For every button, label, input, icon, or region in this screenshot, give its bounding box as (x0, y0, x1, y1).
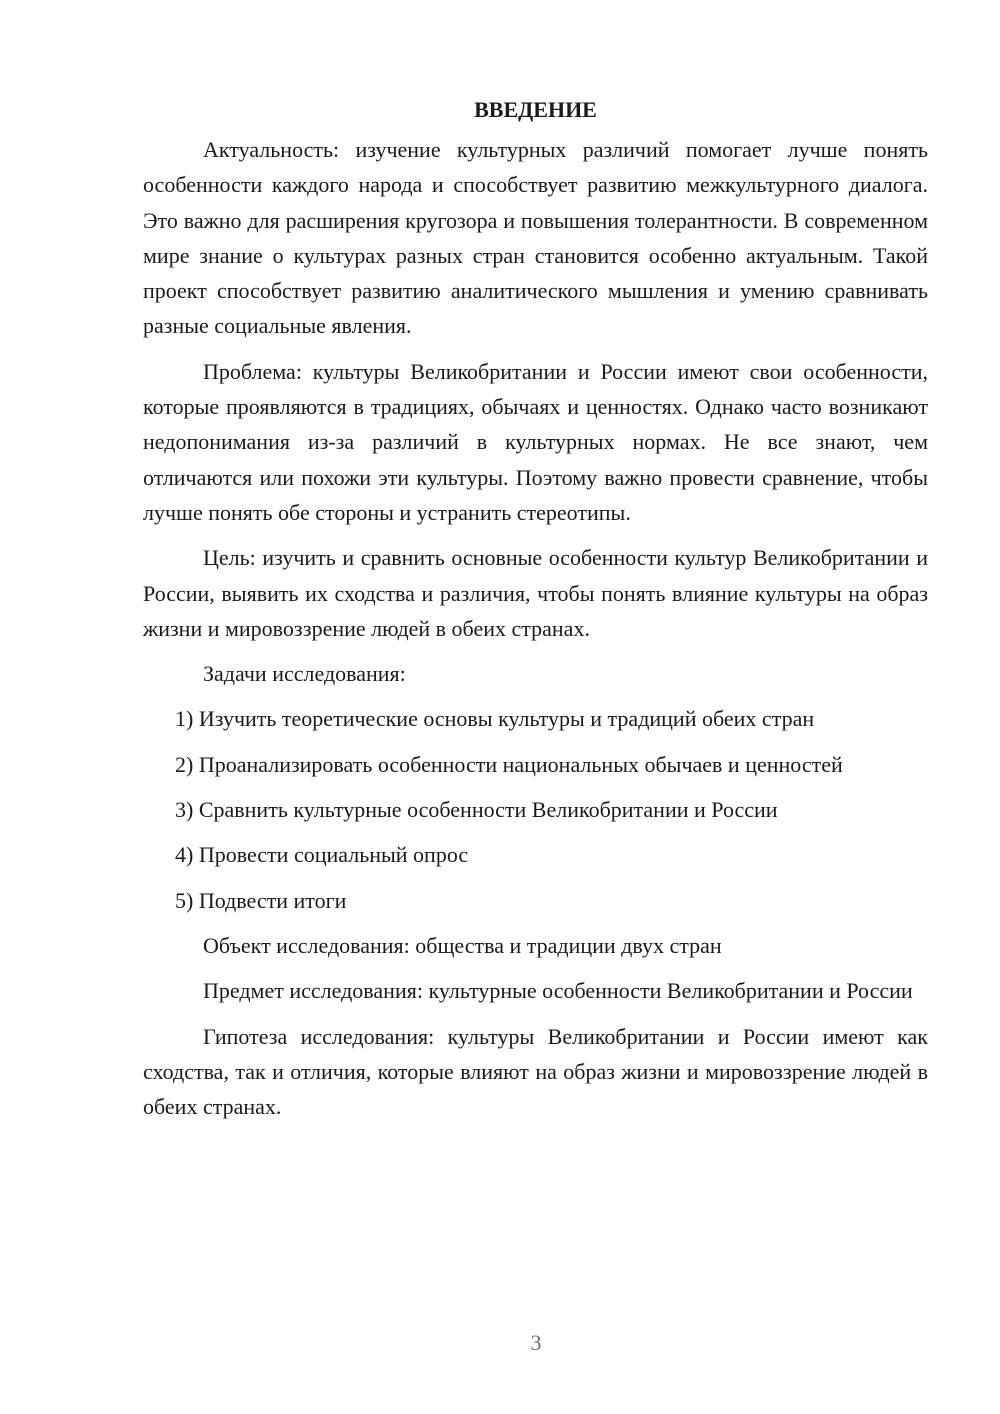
task-number: 2) (175, 751, 194, 777)
paragraph-hypothesis: Гипотеза исследования: культуры Великобритании и России имеют как сходства, так и отличия, которые влияют на образ жизни и мировоззрение людей в обеих странах. (143, 1023, 928, 1120)
paragraph-object: Объект исследования: общества и традиции двух стран (203, 932, 722, 958)
task-text: Провести социальный опрос (198, 842, 469, 868)
tasks-heading: Задачи исследования: (203, 661, 406, 687)
paragraph-relevance: Актуальность: изучение культурных различий помогает лучше понять особенности каждого народа и способствует развитию межкультурного диалога. Это важно для расширения кругозора и повышения толерантности. В современном мире знание о культурах разных стран становится особенно актуальным. Такой проект способствует развитию аналитического мышления и умению сравнивать разные социальные явления. (143, 137, 928, 339)
task-item-2 (143, 747, 928, 782)
task-text: Сравнить культурные особенности Великобритании и России (198, 797, 778, 823)
page-number: 3 (530, 1330, 542, 1355)
paragraph-goal: Цель: изучить и сравнить основные особенности культур Великобритании и России, выявить их сходства и различия, чтобы понять влияние культуры на образ жизни и мировоззрение людей в обеих странах. (143, 545, 928, 641)
task-item-3 (143, 792, 928, 827)
task-number: 3) (175, 797, 194, 823)
task-text: Изучить теоретические основы культуры и традиций обеих стран (198, 706, 815, 732)
task-number: 5) (175, 887, 194, 913)
paragraph-subject: Предмет исследования: культурные особенности Великобритании и России (203, 978, 913, 1004)
task-item-4 (143, 837, 928, 872)
task-text: Подвести итоги (198, 887, 347, 913)
task-item-5 (143, 883, 928, 918)
task-number: 1) (175, 706, 194, 732)
task-number: 4) (175, 842, 194, 868)
document-page (143, 92, 928, 1134)
task-item-1 (143, 701, 928, 736)
task-text: Проанализировать особенности национальных обычаев и ценностей (198, 751, 843, 777)
paragraph-problem: Проблема: культуры Великобритании и России имеют свои особенности, которые проявляются в традициях, обычаях и ценностях. Однако часто возникают недопонимания из-за различий в культурных нормах. Не все знают, чем отличаются или похожи эти культуры. Поэтому важно провести сравнение, чтобы лучше понять обе стороны и устранить стереотипы. (143, 358, 928, 525)
page-title: ВВЕДЕНИЕ (474, 97, 597, 122)
